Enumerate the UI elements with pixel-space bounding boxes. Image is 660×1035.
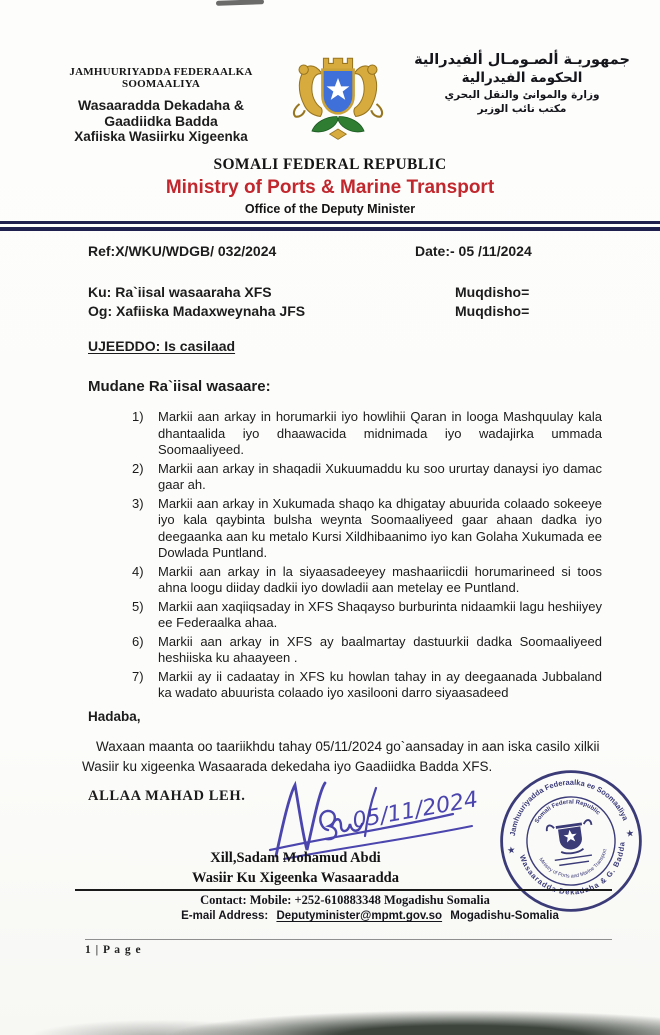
scan-artifact-smudge <box>216 0 264 6</box>
somalia-coat-of-arms-icon <box>286 56 390 152</box>
to-city: Muqdisho= <box>455 284 530 300</box>
item-number: 3) <box>132 495 144 511</box>
list-item <box>132 564 602 597</box>
item-number: 2) <box>132 460 144 476</box>
item-number: 4) <box>132 563 144 579</box>
org-name-somali: JAMHUURIYADDA FEDERAALKA SOOMAALIYA <box>69 66 253 90</box>
ref-date-row <box>0 243 660 263</box>
email-link[interactable]: Deputyminister@mpmt.gov.so <box>276 910 443 922</box>
list-item <box>132 409 602 459</box>
salutation: Mudane Ra`iisal wasaare: <box>88 378 271 395</box>
svg-text:Somali Federal Republic <box>531 794 603 826</box>
ministry-name-arabic: وزارة والموانئ والنقل البحري <box>444 89 600 101</box>
item-text: Markii ay ii cadaatay in XFS ku howlan tahay in ay deegaanada Jubbaland ka wadato abuurista colaado iyo xasilooni darro siyaasadeed <box>158 668 602 700</box>
office-name-somali: Xafiiska Wasiirku Xigeenka <box>74 129 248 144</box>
email-label: E-mail Address: <box>181 910 269 922</box>
republic-title: SOMALI FEDERAL REPUBLIC <box>213 156 447 173</box>
item-text: Markii aan arkay in shaqadii Xukuumaddu ku soo ururtay danaysi iyo damac gaar ah. <box>158 460 602 492</box>
email-line <box>110 910 630 922</box>
subject-line: UJEEDDO: Is casilaad <box>88 338 236 354</box>
letterhead-arabic-block <box>398 52 646 115</box>
ref-number: Ref:X/WKU/WDGB/ 032/2024 <box>88 243 277 259</box>
stamp-inner-bottom-text: Ministry of Ports and Marine Transport <box>537 848 609 880</box>
org-name-arabic: جمهوريـة ألصـومـال ألفيدرالية <box>414 52 630 68</box>
item-number: 1) <box>132 409 144 424</box>
list-item <box>132 461 602 494</box>
letterhead-somali-block <box>38 66 284 144</box>
signatory-block <box>148 849 443 888</box>
stamp-outer-bottom-text: Wasaaradda Dekadaha & G. Badda <box>517 840 627 897</box>
closing-paragraph: Waxaan maanta oo taariikhdu tahay 05/11/2024 go`aansaday in aan iska casilo xilkii Wasiir ku xigeenka Wasaarada dekedaha iyo Gaadiidka Badda XFS. <box>82 739 600 775</box>
header-divider <box>0 221 660 231</box>
scan-bottom-shadow <box>0 1007 660 1035</box>
signature-date-scrawl: 05/11/2024 <box>350 787 480 834</box>
signatory-name: Xill,Sadam Mohamud Abdi <box>210 850 381 866</box>
footer-divider <box>75 889 612 891</box>
page-number: 1 | P a g e <box>85 944 142 956</box>
office-title: Office of the Deputy Minister <box>244 202 416 216</box>
reasons-list <box>132 409 602 704</box>
letter-date: Date:- 05 /11/2024 <box>415 243 532 259</box>
thanks-line: ALLAA MAHAD LEH. <box>88 788 246 804</box>
stamp-center-emblem <box>546 820 596 867</box>
signatory-title: Wasiir Ku Xigeenka Wasaaradda <box>192 869 399 886</box>
contact-line: Contact: Mobile: +252-610883348 Mogadishu Somalia <box>200 893 490 907</box>
from-line: Og: Xafiiska Madaxweynaha JFS <box>88 303 306 319</box>
stamp-star-right: ★ <box>625 827 635 839</box>
from-row <box>0 303 660 323</box>
email-suffix: Mogadishu-Somalia <box>450 910 559 922</box>
hadaba-word: Hadaba, <box>88 709 141 724</box>
item-number: 5) <box>132 598 144 614</box>
item-text: Markii aan arkay in XFS ay baalmartay dastuurkii dadka Soomaaliyeed heshiiska ku ahaayeen . <box>158 633 602 665</box>
to-line: Ku: Ra`iisal wasaaraha XFS <box>88 284 272 300</box>
page-number-divider <box>85 939 612 940</box>
list-item <box>132 669 602 702</box>
list-item <box>132 496 602 562</box>
item-text: Markii aan xaqiiqsaday in XFS Shaqayso burburinta nidaamkii lagu heshiiyey ee Federaalka ahaa. <box>158 598 602 630</box>
ministry-name-somali-1: Wasaaradda Dekadaha & <box>78 97 244 113</box>
item-number: 7) <box>132 668 144 684</box>
ministry-title: Ministry of Ports & Marine Transport <box>165 177 495 198</box>
list-item <box>132 599 602 632</box>
ministry-name-somali-2: Gaadiidka Badda <box>104 113 218 129</box>
item-text: Markii aan arkay in Xukumada shaqo ka dhigatay abuurida colaado sokeeye iyo kala qaybinta bulsha weynta Soomaaliyeed gaar ahaan dadka iyo deegaanka aan ku metalo Kursi Xildhibaanimo iyo kan Golaha Xukumada ee Dowlada Puntland. <box>158 495 602 560</box>
stamp-inner-top-text: Somali Federal Republic <box>533 798 602 825</box>
government-arabic: الحكومة الفيدرالية <box>461 70 583 86</box>
title-block <box>0 156 660 216</box>
item-text: Markii aan arkay in horumarkii iyo howlihii Qaran in looga Mashquulay kala dhantaalida iyo dhaawacida midnimada iyo wadajirka ummada Soomaaliyeed. <box>158 409 602 457</box>
list-item <box>132 634 602 667</box>
office-name-arabic: مكتب نائب الوزير <box>477 103 567 115</box>
item-number: 6) <box>132 633 144 649</box>
stamp-outer-top-text: Jamhuuriyadda Federaalka ee Soomaaliya <box>507 777 631 837</box>
to-row <box>0 284 660 304</box>
stamp-star-left: ★ <box>506 844 517 856</box>
item-text: Markii aan arkay in la siyaasadeeyey mashaariicdii horumarineed si toos ahna loogu diiday dadkii iyo dowladii aan metelay ee Puntland. <box>158 563 602 595</box>
from-city: Muqdisho= <box>455 303 530 319</box>
